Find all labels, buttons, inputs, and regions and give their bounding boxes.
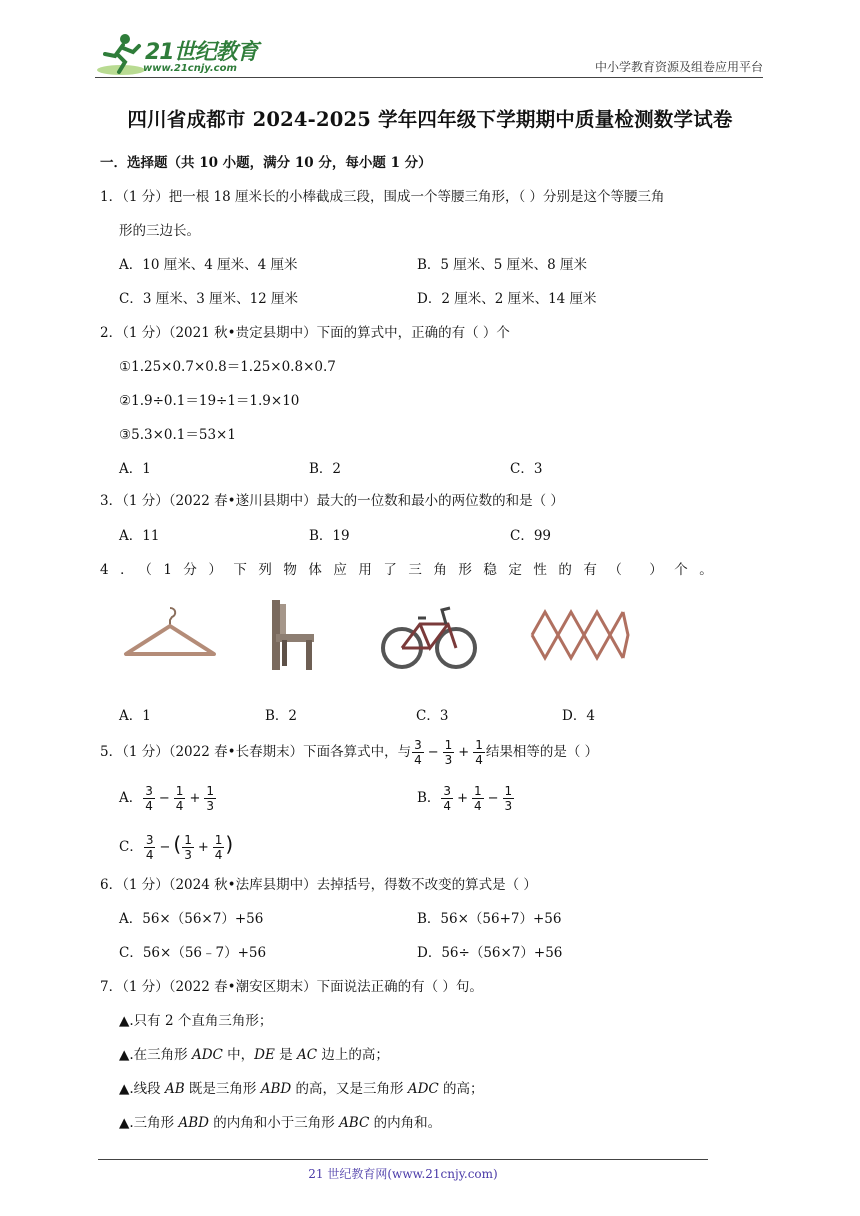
q2-statement-1: ①1.25×0.7×0.8＝1.25×0.8×0.7 [119,359,336,375]
folding-gate-icon [528,608,632,662]
q1-stem-line2: 形的三边长。 [119,223,200,239]
q1-option-c[interactable]: C．3 厘米、3 厘米、12 厘米 [119,291,299,307]
brand-logo [95,30,265,80]
q7-statement-2: ▲.在三角形 ADC 中，DE 是 AC 边上的高； [119,1047,389,1063]
q2-option-c[interactable]: C．3 [510,461,543,477]
q2-option-a[interactable]: A．1 [119,461,151,477]
q1-option-b[interactable]: B．5 厘米、5 厘米、8 厘米 [417,257,588,273]
page-title: 四川省成都市 2024-2025 学年四年级下学期期中质量检测数学试卷 [127,108,733,131]
q2-statement-2: ②1.9÷0.1＝19÷1＝1.9×10 [119,393,300,409]
fraction: $\frac{1}{3}$ [444,738,453,767]
bicycle-icon [378,600,480,672]
q7-statement-3: ▲.线段 AB 既是三角形 ABD 的高，又是三角形 ADC 的高； [119,1081,484,1097]
q5-stem: 5．（1 分）（2022 春•长春期末）下面各算式中，与 $\frac{3}{4}$ − $\frac{1}{3}$ + $\frac{1}{4}$ 结果相等的是（ ） [100,738,599,767]
q7-statement-1: ▲.只有 2 个直角三角形； [119,1013,273,1029]
q3-stem: 3．（1 分）（2022 春•遂川县期中）最大的一位数和最小的两位数的和是（ ） [100,493,564,509]
fraction: $\frac{1}{4}$ [475,738,483,767]
page-header [95,30,763,82]
q7-stem: 7．（1 分）（2022 春•潮安区期末）下面说法正确的有（ ）句。 [100,979,483,995]
q5-option-a[interactable]: A． $\frac{3}{4}$ − $\frac{1}{4}$ + $\frac{1}{3}$ [119,784,214,813]
q1-option-d[interactable]: D．2 厘米、2 厘米、14 厘米 [417,291,597,307]
q6-stem: 6．（1 分）（2024 秋•法库县期中）去掉括号，得数不改变的算式是（ ） [100,877,537,893]
q6-option-a[interactable]: A．56×（56×7）+56 [119,911,264,927]
q2-statement-3: ③5.3×0.1＝53×1 [119,427,236,443]
logo-name: 21世纪教育 [145,40,258,65]
q4-option-c[interactable]: C．3 [416,708,449,724]
q6-option-d[interactable]: D．56÷（56×7）+56 [417,945,563,961]
q4-option-a[interactable]: A．1 [119,708,151,724]
header-divider [95,77,763,78]
q5-option-b[interactable]: B． $\frac{3}{4}$ + $\frac{1}{4}$ − $\frac{1}{3}$ [417,784,513,813]
q2-option-b[interactable]: B．2 [309,461,342,477]
hanger-icon [122,604,218,664]
q2-stem: 2．（1 分）（2021 秋•贵定县期中）下面的算式中，正确的有（ ）个 [100,325,510,341]
q5-option-c[interactable]: C． $\frac{3}{4}$ − ( $\frac{1}{3}$ + $\frac{1}{4}$ ) [119,832,234,862]
fraction: $\frac{3}{4}$ [414,738,422,767]
q4-option-d[interactable]: D．4 [562,708,595,724]
q7-statement-4: ▲.三角形 ABD 的内角和小于三角形 ABC 的内角和。 [119,1115,442,1131]
section-heading: 一．选择题（共 10 小题，满分 10 分，每小题 1 分） [100,155,432,171]
q3-option-a[interactable]: A．11 [119,528,160,544]
runner-icon [95,32,147,78]
logo-url: www.21cnjy.com [143,63,237,74]
q1-option-a[interactable]: A．10 厘米、4 厘米、4 厘米 [119,257,298,273]
q5-stem-tail: 结果相等的是（ ） [485,744,599,760]
q6-option-b[interactable]: B．56×（56+7）+56 [417,911,562,927]
q4-stem: 4．（1分）下列物体应用了三角形稳定性的有（ ）个。 [100,562,725,578]
platform-name: 中小学教育资源及组卷应用平台 [594,60,763,74]
footer-divider [98,1159,708,1160]
q3-option-c[interactable]: C．99 [510,528,552,544]
q3-option-b[interactable]: B．19 [309,528,350,544]
q6-option-c[interactable]: C．56×（56﹣7）+56 [119,945,267,961]
chair-icon [262,596,322,672]
q1-stem-line1: 1．（1 分）把一根 18 厘米长的小棒截成三段，围成一个等腰三角形，（ ）分别是这个等腰三角 [100,189,665,205]
footer-link[interactable]: 21 世纪教育网(www.21cnjy.com) [308,1167,498,1181]
q4-option-b[interactable]: B．2 [265,708,298,724]
q5-stem-text: 5．（1 分）（2022 春•长春期末）下面各算式中，与 [100,744,412,760]
